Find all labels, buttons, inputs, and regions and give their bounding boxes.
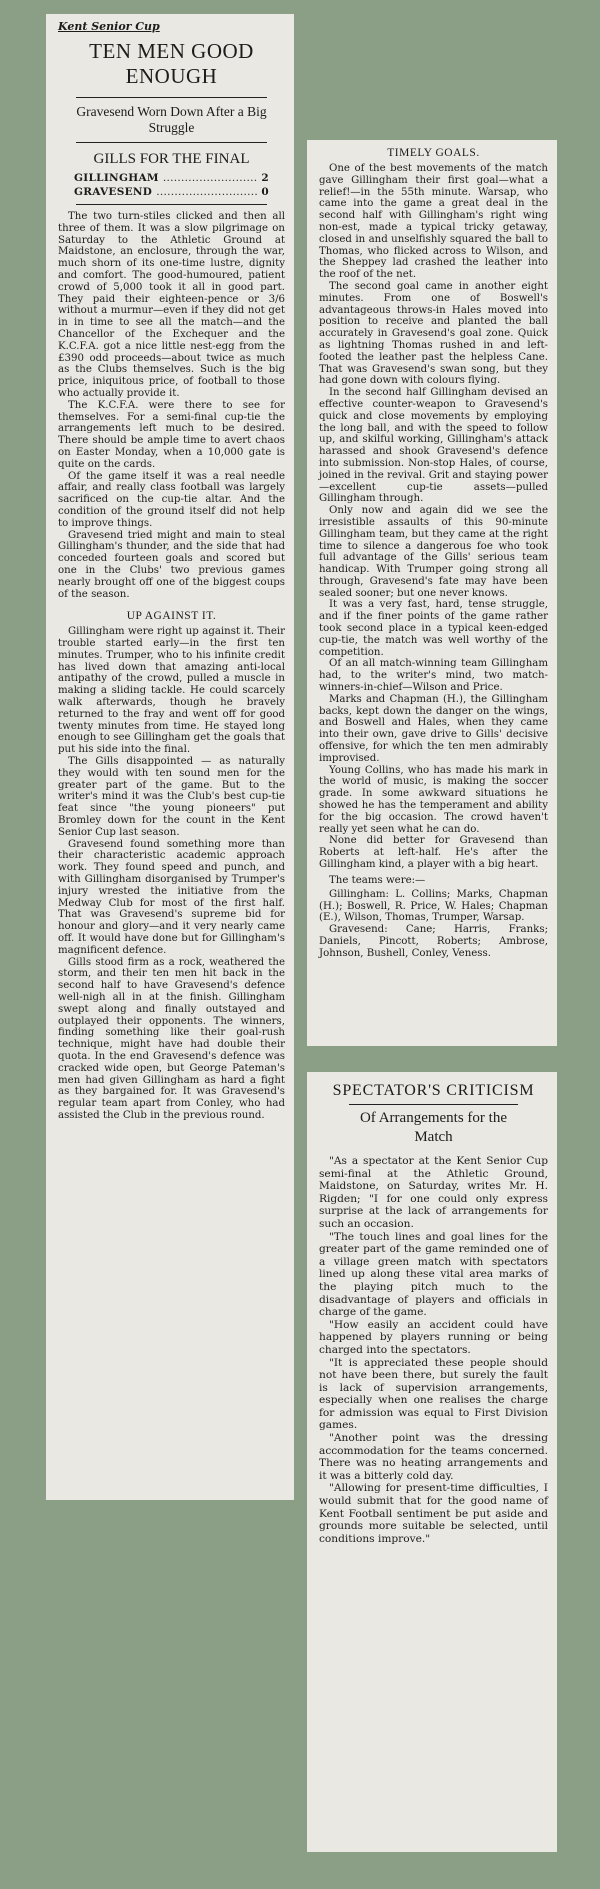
team-lineup: Gravesend: Cane; Harris, Franks; Daniels, Pincott, Roberts; Ambrose, Johnson, Bushell, Conley, Veness. bbox=[319, 924, 548, 959]
paragraph: The K.C.F.A. were there to see for themselves. For a semi-final cup-tie the arrangements left much to be desired. There should be ample time to avert chaos on Easter Monday, when a 10,000 gate is quite on the cards. bbox=[58, 399, 285, 470]
team-lineup: Gillingham: L. Collins; Marks, Chapman (H.); Boswell, R. Price, W. Hales; Chapman (E.), Wilson, Thomas, Trumper, Warsap. bbox=[319, 888, 548, 924]
paragraph: "Another point was the dressing accommodation for the teams concerned. There was no heating arrangements and it was a bitterly cold day. bbox=[319, 1432, 548, 1482]
paragraph: Of the game itself it was a real needle affair, and really class football was largely sacrificed on the cup-tie altar. And the condition of the ground itself did not help to improve things. bbox=[58, 470, 285, 529]
paragraph: Gillingham were right up against it. Their trouble started early—in the first ten minutes. Trumper, who to his infinite credit has lived down that amazing anti-local antipathy of the crowd, pulled a muscle in making a sliding tackle. He could scarcely walk afterwards, though he bravely returned to the fray and went off for good twenty minutes from time. He stayed long enough to see Gillingham get the goals that put his side into the final. bbox=[58, 626, 285, 756]
paragraph: Marks and Chapman (H.), the Gillingham backs, kept down the danger on the wings, and Boswell and Hales, when they came into their own, gave drive to Gills' decisive offensive, for which the ten men admirably improvised. bbox=[319, 693, 548, 764]
result-team: GRAVESEND bbox=[74, 186, 153, 198]
paragraph: "The touch lines and goal lines for the greater part of the game reminded one of a village green match with spectators lined up along these vital area marks of the playing pitch much to the disadvantage of players and officials in charge of the game. bbox=[319, 1230, 548, 1319]
right-top-clipping bbox=[307, 140, 557, 1046]
deck: Gravesend Worn Down After a Big Struggle bbox=[76, 104, 267, 135]
divider bbox=[76, 142, 267, 143]
subhead: GILLS FOR THE FINAL bbox=[93, 151, 250, 167]
divider bbox=[349, 1104, 518, 1105]
paragraph: It was a very fast, hard, tense struggle, and if the finer points of the game rather took second place in a typical keen-edged cup-tie, the match was well worthy of the competition. bbox=[319, 599, 548, 658]
kicker: Kent Senior Cup bbox=[58, 20, 160, 33]
paragraph: "As a spectator at the Kent Senior Cup semi-final at the Athletic Ground, Maidstone, on Saturday, writes Mr. H. Rigden; "I for one could only express surprise at the lack of arrangements for such an occasion. bbox=[319, 1155, 548, 1230]
headline: TEN MEN GOOD ENOUGH bbox=[89, 39, 254, 88]
paragraph: One of the best movements of the match gave Gillingham their first goal—what a relief!—in the 55th minute. Warsap, who came into the game a great deal in the second half with Gillingham's right wing non-est, made a typical tricky getaway, closed in and unselfishly squared the ball to Thomas, who flicked across to Wilson, and the Sheppey lad crashed the leather into the roof of the net. bbox=[319, 163, 548, 281]
paragraph: The second goal came in another eight minutes. From one of Boswell's advantageous throws-in Hales moved into position to receive and planted the ball accurately in Gravesend's goal zone. Quick as lightning Thomas rushed in and left-footed the leather past the helpless Cane. That was Gravesend's swan song, but they had gone down with colours flying. bbox=[319, 280, 548, 387]
paragraph: In the second half Gillingham devised an effective counter-weapon to Gravesend's quick and close movements by employing the long ball, and with the speed to follow up, and skilful working, Gillingham's attack harassed and shook Gravesend's defence into submission. Non-stop Hales, of course, joined in the revival. Grit and staying power—excellent cup-tie assets—pulled Gillingham through. bbox=[319, 387, 548, 505]
paragraph: Gravesend found something more than their characteristic academic approach work. They found speed and punch, and with Gillingham disorganised by Trumper's injury wrested the initiative from the Medway Club for most of the first half. That was Gravesend's supreme bid for honour and glory—and it very nearly came off. It would have done but for Gillingham's magnificent defence. bbox=[58, 838, 285, 956]
leader-dots bbox=[163, 172, 258, 184]
headline: SPECTATOR'S CRITICISM bbox=[332, 1082, 535, 1099]
result-score: 2 bbox=[261, 172, 269, 184]
paragraph: The two turn-stiles clicked and then all three of them. It was a slow pilgrimage on Saturday to the Athletic Ground at Maidstone, an enclosure, through the war, much shorn of its one-time lustre, dignity and comfort. The good-humoured, patient crowd of 5,000 took it all in good part. They paid their eighteen-pence or 3/6 without a murmur—even if they did not get in in time to see all the match—and the Chancellor of the Exchequer and the K.C.F.A. got a nice little nest-egg from the £390 odd proceeds—about twice as much as the Clubs themselves. Such is the big price, iniquitous price, of football to those who actually provide it. bbox=[58, 211, 285, 399]
crosshead: UP AGAINST IT. bbox=[126, 610, 217, 623]
left-clipping bbox=[46, 14, 294, 1500]
paragraph: Of an all match-winning team Gillingham had, to the writer's mind, two match-winners-in-chief—Wilson and Price. bbox=[319, 658, 548, 694]
result-row bbox=[74, 172, 269, 184]
right-bottom-clipping bbox=[307, 1072, 557, 1852]
crosshead: TIMELY GOALS. bbox=[387, 147, 480, 159]
result-team: GILLINGHAM bbox=[74, 172, 159, 184]
paragraph: Gravesend tried might and main to steal Gillingham's thunder, and the side that had conceded fourteen goals and scored but one in the Clubs' two previous games nearly brought off one of the biggest coups of the season. bbox=[58, 529, 285, 600]
paragraph: "Allowing for present-time difficulties, I would submit that for the good name of Kent Football sentiment be put aside and grounds more suitable be selected, until conditions improve." bbox=[319, 1482, 548, 1545]
paragraph: None did better for Gravesend than Roberts at left-half. He's after the Gillingham kind, a player with a big heart. bbox=[319, 835, 548, 871]
deck: Of Arrangements for the Match bbox=[359, 1110, 508, 1145]
result-score: 0 bbox=[261, 186, 269, 198]
teams-label: The teams were:— bbox=[329, 874, 426, 886]
result-row bbox=[74, 186, 269, 198]
divider bbox=[76, 204, 267, 205]
paragraph: Young Collins, who has made his mark in the world of music, is making the soccer grade. In some awkward situations he showed he has the temperament and ability for the big occasion. The crowd haven't really yet seen what he can do. bbox=[319, 764, 548, 835]
leader-dots bbox=[156, 186, 257, 198]
paragraph: Gills stood firm as a rock, weathered the storm, and their ten men hit back in the second half to have Gravesend's defence well-nigh all in at the finish. Gillingham swept along and finally outstayed and outplayed their opponents. The winners, finding something like their goal-rush technique, might have had double their quota. In the end Gravesend's defence was cracked wide open, but George Pateman's men had given Gillingham as hard a fight as they bargained for. It was Gravesend's regular team apart from Conley, who had assisted the Club in the previous round. bbox=[58, 956, 285, 1121]
paragraph: "How easily an accident could have happened by players running or being charged into the spectators. bbox=[319, 1318, 548, 1356]
paragraph: The Gills disappointed — as naturally they would with ten sound men for the greater part of the game. But to the writer's mind it was the Club's best cup-tie feat since "the young pioneers" put Bromley down for the count in the Kent Senior Cup last season. bbox=[58, 756, 285, 838]
paragraph: Only now and again did we see the irresistible assaults of this 90-minute Gillingham team, but they came at the right time to silence a dangerous foe who took full advantage of the Gills' serious team handicap. With Trumper going strong all through, Gravesend's fate may have been sealed sooner; but one never knows. bbox=[319, 505, 548, 599]
divider bbox=[76, 97, 267, 98]
paragraph: "It is appreciated these people should not have been there, but surely the fault is lack of supervision arrangements, especially when one realises the charge for admission was equal to First Division games. bbox=[319, 1356, 548, 1432]
